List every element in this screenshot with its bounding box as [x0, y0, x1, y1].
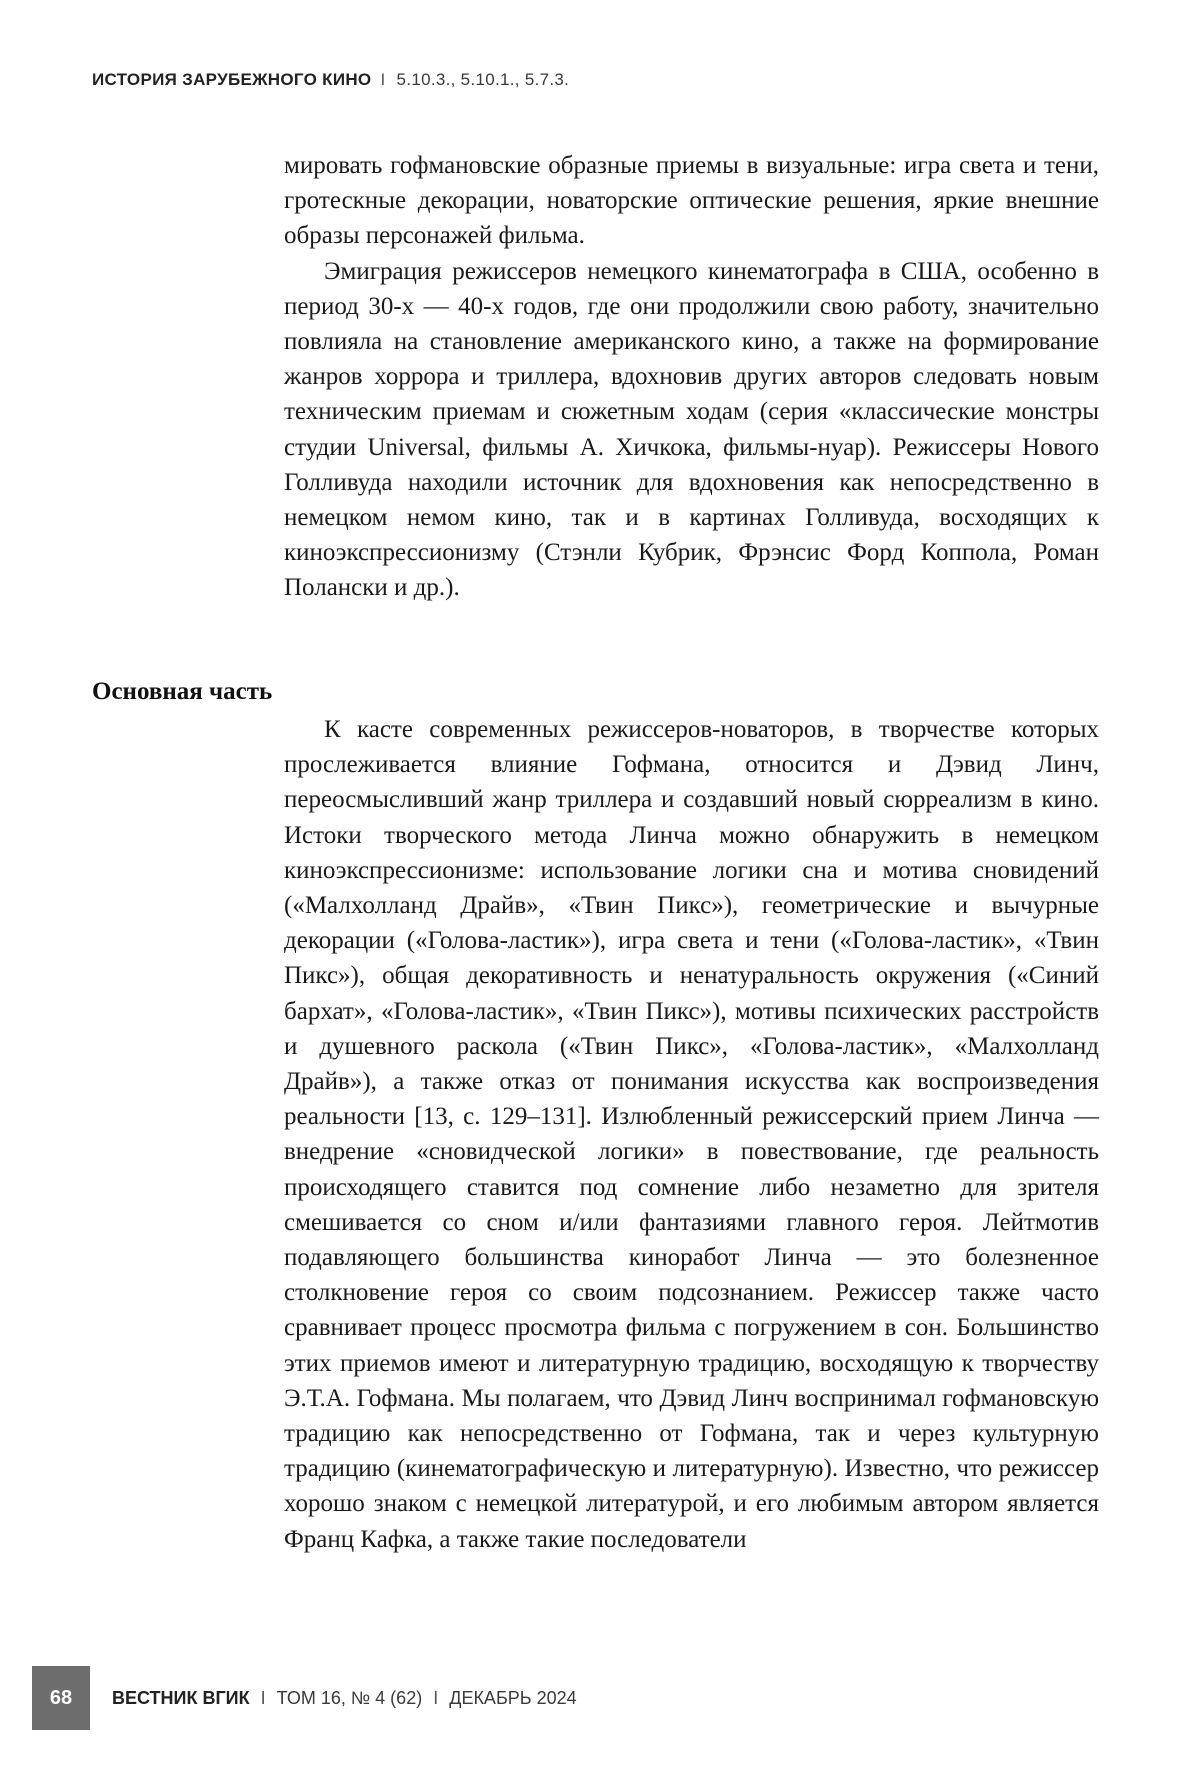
header-subject-codes: 5.10.3., 5.10.1., 5.7.3.	[396, 70, 570, 89]
header-separator: I	[380, 70, 386, 89]
footer-separator-2: I	[433, 1687, 439, 1708]
footer-journal-info	[112, 1688, 577, 1709]
section-heading: Основная часть	[92, 678, 273, 705]
journal-title: ВЕСТНИК ВГИК	[112, 1687, 250, 1708]
intro-paragraph-continued: мировать гофмановские образные приемы в визуальные: игра света и тени, гротескные декорации, новаторские оптические решения, яркие внешние образы персонажей фильма.	[284, 152, 1099, 250]
volume-issue: ТОМ 16, № 4 (62)	[276, 1687, 423, 1708]
running-header	[92, 70, 569, 90]
page-footer	[32, 1666, 577, 1730]
issue-date: ДЕКАБРЬ 2024	[449, 1687, 577, 1708]
footer-separator-1: I	[260, 1687, 266, 1708]
intro-paragraph-emigration: Эмиграция режиссеров немецкого кинематографа в США, особенно в период 30-х — 40-х годов, где они продолжили свою работу, значительно повлияла на становление американского кино, а также на формирование жанров хоррора и триллера, вдохновив других авторов следовать новым техническим приемам и сюжетным ходам (серия «классические монстры студии Universal, фильмы А. Хичкока, фильмы-нуар). Режиссеры Нового Голливуда находили источник для вдохновения как непосредственно в немецком немом кино, так и в картинах Голливуда, восходящих к киноэкспрессионизму (Стэнли Кубрик, Фрэнсис Форд Коппола, Роман Полански и др.).	[284, 257, 1099, 602]
main-paragraph: К касте современных режиссеров-новаторов, в творчестве которых прослеживается влияние Гофмана, относится и Дэвид Линч, переосмысливший жанр триллера и создавший новый сюрреализм в кино. Истоки творческого метода Линча можно обнаружить в немецком киноэкспрессионизме: использование логики сна и мотива сновидений («Малхолланд Драйв», «Твин Пикс»), геометрические и вычурные декорации («Голова-ластик»), игра света и тени («Голова-ластик», «Твин Пикс»), общая декоративность и ненатуральность окружения («Синий бархат», «Голова-ластик», «Твин Пикс»), мотивы психических расстройств и душевного раскола («Твин Пикс», «Голова-ластик», «Малхолланд Драйв»), а также отказ от понимания искусства как воспроизведения реальности [13, с. 129–131]. Излюбленный режиссерский прием Линча — внедрение «сновидческой логики» в повествование, где реальность происходящего ставится под сомнение либо незаметно для зрителя смешивается со сном и/или фантазиями главного героя. Лейтмотив подавляющего большинства киноработ Линча — это болезненное столкновение героя со своим подсознанием. Режиссер также часто сравнивает процесс просмотра фильма с погружением в сон. Большинство этих приемов имеют и литературную традицию, восходящую к творчеству Э.Т.А. Гофмана. Мы полагаем, что Дэвид Линч воспринимал гофмановскую традицию как непосредственно от Гофмана, так и через культурную традицию (кинематографическую и литературную). Известно, что режиссер хорошо знаком с немецкой литературой, и его любимым автором является Франц Кафка, а также такие последователи	[284, 716, 1099, 1553]
header-section-title: ИСТОРИЯ ЗАРУБЕЖНОГО КИНО	[92, 70, 372, 89]
page-number: 68	[32, 1666, 90, 1730]
intro-text-block	[284, 148, 1099, 606]
main-text-block	[284, 712, 1099, 1557]
